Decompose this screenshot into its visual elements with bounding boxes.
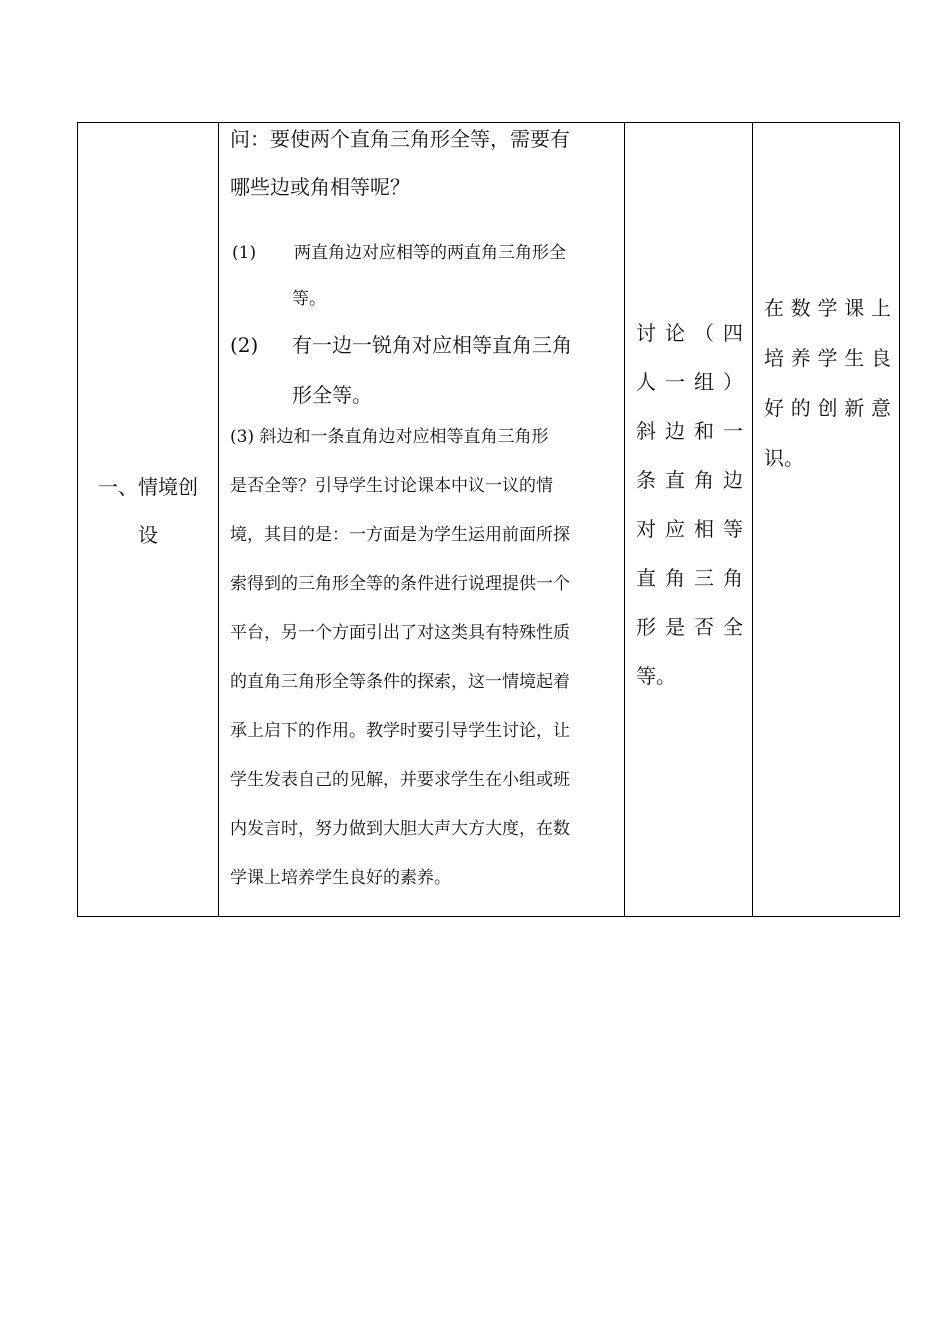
question-line: 问：要使两个直角三角形全等，需要有 <box>230 127 570 151</box>
paragraph-line: 的直角三角形全等条件的探索，这一情境起着 <box>230 672 570 692</box>
list-item-number: (1) <box>232 243 257 263</box>
design-intent-line: 识。 <box>764 446 804 470</box>
paragraph-line: (3) 斜边和一条直角边对应相等直角三角形 <box>230 427 549 447</box>
design-intent-line: 在数学课上 <box>764 296 891 320</box>
design-intent-line: 培养学生良 <box>764 346 891 370</box>
student-activity-line: 条直角边 <box>636 468 743 492</box>
table-row <box>78 123 900 917</box>
list-item <box>230 319 614 371</box>
student-activity-line: 讨论（四 <box>636 321 743 345</box>
list-item-text: 有一边一锐角对应相等直角三角 <box>292 333 572 357</box>
stage-cell <box>78 123 219 917</box>
student-activity-line: 斜边和一 <box>636 419 743 443</box>
paragraph-line: 学课上培养学生良好的素养。 <box>230 868 451 888</box>
paragraph-line: 是否全等？引导学生讨论课本中议一议的情 <box>230 476 553 496</box>
paragraph-line: 境，其目的是：一方面是为学生运用前面所探 <box>230 525 570 545</box>
lesson-plan-table <box>77 122 900 917</box>
stage-label-line: 一、情境创 <box>98 475 198 499</box>
student-activity-line: 人一组） <box>636 370 743 394</box>
paragraph-line: 内发言时，努力做到大胆大声大方大度，在数 <box>230 819 570 839</box>
student-activity-line: 等。 <box>636 664 676 688</box>
list-item-text: 两直角边对应相等的两直角三角形全 <box>294 243 566 263</box>
paragraph-line: 承上启下的作用。教学时要引导学生讨论，让 <box>230 721 570 741</box>
stage-label <box>78 463 218 559</box>
student-activity-content <box>636 309 743 701</box>
student-activity-line: 对应相等 <box>636 517 743 541</box>
list-item-continuation: 等。 <box>292 289 326 309</box>
activity-cell <box>219 123 625 917</box>
list-item <box>230 227 614 279</box>
paragraph-line: 索得到的三角形全等的条件进行说理提供一个 <box>230 574 570 594</box>
list-item-continuation: 形全等。 <box>292 383 372 407</box>
stage-label-line: 设 <box>138 523 158 547</box>
student-activity-line: 形是否全 <box>636 615 743 639</box>
activity-content <box>230 123 614 903</box>
explanation-paragraph <box>230 413 614 903</box>
paragraph-line: 平台，另一个方面引出了对这类具有特殊性质 <box>230 623 570 643</box>
design-intent-line: 好的创新意 <box>764 396 891 420</box>
student-activity-line: 直角三角 <box>636 566 743 590</box>
question-line: 哪些边或角相等呢？ <box>230 175 410 199</box>
design-intent-content <box>764 283 891 483</box>
paragraph-line: 学生发表自己的见解，并要求学生在小组或班 <box>230 770 570 790</box>
list-item-number: (2) <box>230 333 259 357</box>
student-activity-cell <box>625 123 753 917</box>
design-intent-cell <box>753 123 900 917</box>
